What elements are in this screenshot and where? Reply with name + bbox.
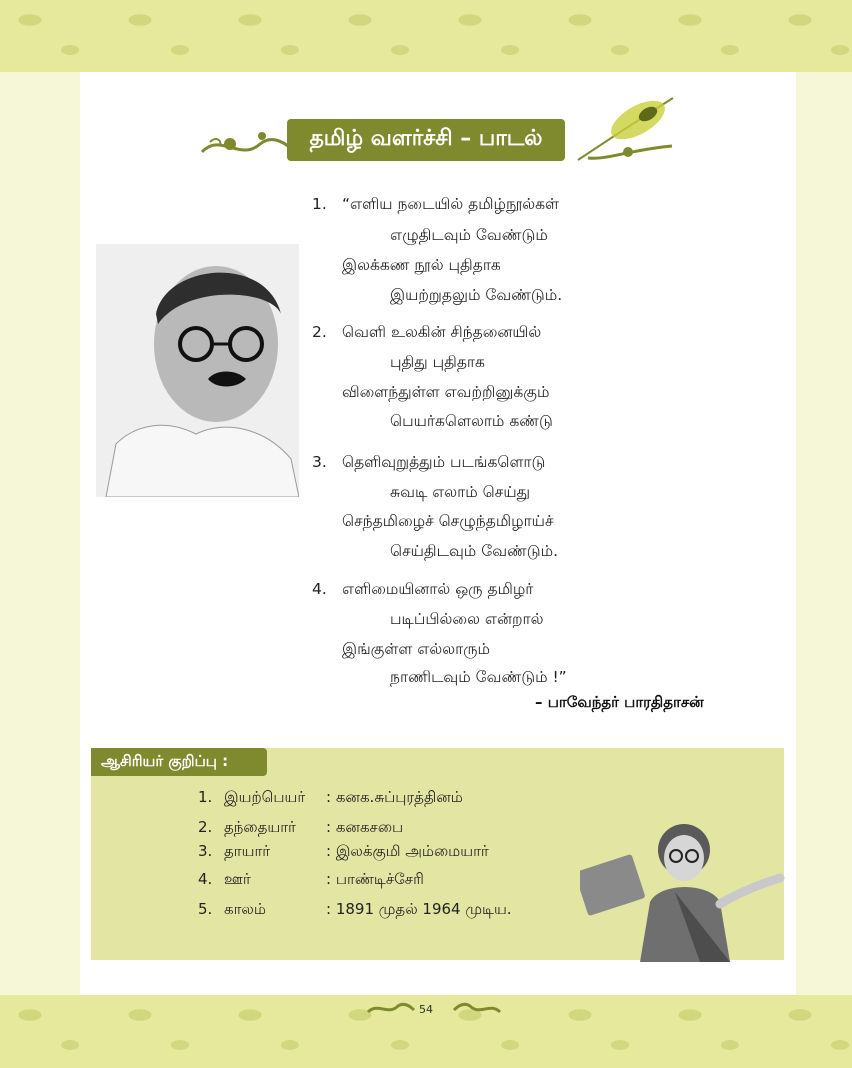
note-row-value: : கனகசபை — [326, 818, 404, 836]
poem-line: வெளி உலகின் சிந்தனையில் — [342, 323, 542, 341]
note-row-value: : கனக.சுப்புரத்தினம் — [326, 788, 463, 806]
poem-line: விளைந்துள்ள எவற்றினுக்கும் — [342, 383, 550, 401]
stanza-number: 1. — [312, 195, 327, 213]
note-row-number: 5. — [198, 900, 213, 918]
poem-line: படிப்பில்லை என்றால் — [390, 610, 544, 628]
poem-line: செந்தமிழைச் செழுந்தமிழாய்ச் — [342, 512, 554, 530]
stanza-number: 2. — [312, 323, 327, 341]
note-row-key: தந்தையார் — [224, 818, 296, 836]
top-decorative-band — [0, 0, 852, 72]
poem-line: செய்திடவும் வேண்டும். — [390, 542, 559, 560]
poet-portrait — [96, 244, 299, 497]
poem-line: புதிது புதிதாக — [390, 353, 485, 371]
poem-line: தெளிவுறுத்தும் படங்களொடு — [342, 453, 546, 471]
poem-line: “எளிய நடையில் தமிழ்நூல்கள் — [342, 195, 559, 213]
note-row-number: 2. — [198, 818, 213, 836]
note-row-number: 1. — [198, 788, 213, 806]
left-flourish-icon — [200, 122, 290, 162]
peacock-feather-icon — [568, 90, 680, 170]
stanza-number: 4. — [312, 580, 327, 598]
note-row-number: 4. — [198, 870, 213, 888]
note-row-key: ஊர் — [224, 870, 251, 888]
poem-line: நாணிடவும் வேண்டும் !” — [390, 668, 567, 686]
poem-line: இயற்றுதலும் வேண்டும். — [390, 286, 563, 304]
note-row-value: : பாண்டிச்சேரி — [326, 870, 424, 888]
poem-line: சுவடி எலாம் செய்து — [390, 483, 531, 501]
note-row-value: : 1891 முதல் 1964 முடிய. — [326, 900, 512, 918]
note-row-key: தாயார் — [224, 842, 271, 860]
poem-line: எழுதிடவும் வேண்டும் — [390, 226, 548, 244]
page-number: 54 — [419, 1003, 433, 1016]
note-row-number: 3. — [198, 842, 213, 860]
note-row-value: : இலக்குமி அம்மையார் — [326, 842, 489, 860]
poem-line: பெயர்களெலாம் கண்டு — [390, 412, 553, 430]
teacher-illustration — [580, 822, 785, 962]
stanza-number: 3. — [312, 453, 327, 471]
poem-attribution: – பாவேந்தர் பாரதிதாசன் — [535, 693, 704, 711]
poem-line: இலக்கண நூல் புதிதாக — [342, 256, 501, 274]
right-page-ornament-icon — [452, 1000, 502, 1018]
poem-line: இங்குள்ள எல்லாரும் — [342, 640, 490, 658]
poem-line: எளிமையினால் ஒரு தமிழர் — [342, 580, 534, 598]
author-note-heading: ஆசிரியர் குறிப்பு : — [91, 748, 267, 776]
page-title: தமிழ் வளர்ச்சி – பாடல் — [287, 119, 565, 161]
title-banner — [200, 110, 680, 170]
note-row-key: இயற்பெயர் — [224, 788, 306, 806]
note-row-key: காலம் — [224, 900, 266, 918]
